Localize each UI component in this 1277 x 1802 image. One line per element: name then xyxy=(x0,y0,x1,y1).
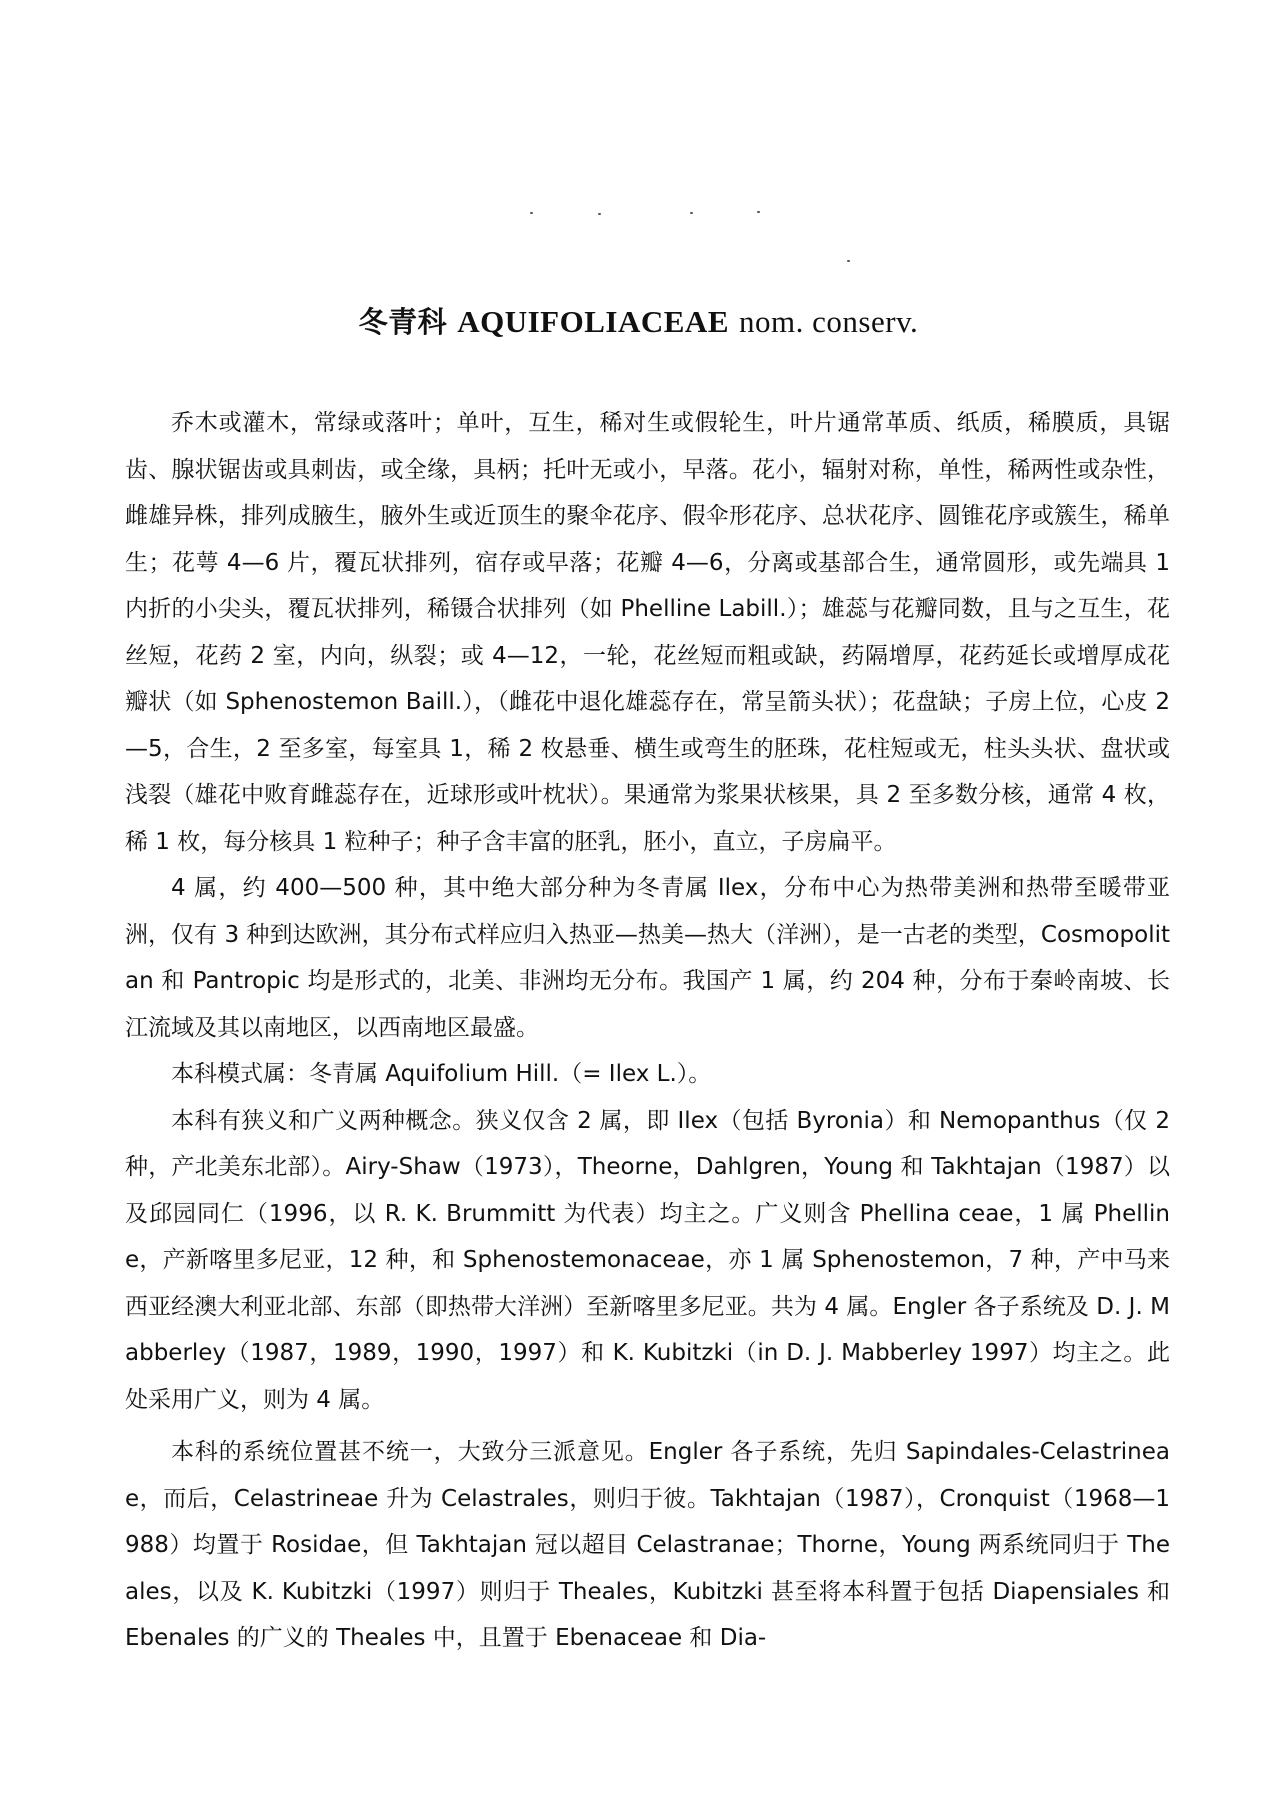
paragraph-distribution: 4 属，约 400—500 种，其中绝大部分种为冬青属 Ilex，分布中心为热带美洲和热带至暖带亚洲，仅有 3 种到达欧洲，其分布式样应归入热亚—热美—热大（洋洲），是一古老的类型，Cosmopolitan 和 Pantropic 均是形式的，北美、非洲均无分布。我国产 1 属，约 204 种，分布于秦岭南坡、长江流域及其以南地区，以西南地区最盛。 xyxy=(125,875,1170,1041)
scan-speck xyxy=(690,212,693,214)
body-text xyxy=(125,400,1170,1662)
scan-speck xyxy=(530,212,533,214)
paragraph-concepts: 本科有狭义和广义两种概念。狭义仅含 2 属，即 Ilex（包括 Byronia）和 Nemopanthus（仅 2 种，产北美东北部）。Airy-Shaw（1973），Theorne，Dahlgren，Young 和 Takhtajan（1987）以及邱园同仁（1996，以 R. K. Brummitt 为代表）均主之。广义则含 Phellina ceae，1 属 Phelline，产新喀里多尼亚，12 种，和 Sphenostemonaceae，亦 1 属 Sphenostemon，7 种，产中马来西亚经澳大利亚北部、东部（即热带大洋洲）至新喀里多尼亚。共为 4 属。Engler 各子系统及 D. J. Mabberley（1987，1989，1990，1997）和 K. Kubitzki（in D. J. Mabberley 1997）均主之。此处采用广义，则为 4 属。 xyxy=(125,1107,1170,1413)
scan-speck xyxy=(598,213,601,215)
scan-speck xyxy=(757,211,760,213)
paragraph-systematic-position: 本科的系统位置甚不统一，大致分三派意见。Engler 各子系统，先归 Sapindales-Celastrineae，而后，Celastrineae 升为 Celastrales，则归于彼。Takhtajan（1987），Cronquist（1968—1988）均置于 Rosidae，但 Takhtajan 冠以超目 Celastranae；Thorne，Young 两系统同归于 Theales，以及 K. Kubitzki（1997）则归于 Theales，Kubitzki 甚至将本科置于包括 Diapensiales 和 Ebenales 的广义的 Theales 中，且置于 Ebenaceae 和 Dia- xyxy=(125,1439,1170,1651)
title-suffix: nom. conserv. xyxy=(739,304,919,339)
title-latin: AQUIFOLIACEAE xyxy=(457,304,729,339)
scan-speck xyxy=(847,260,850,262)
paragraph-description: 乔木或灌木，常绿或落叶；单叶，互生，稀对生或假轮生，叶片通常革质、纸质，稀膜质，具锯齿、腺状锯齿或具刺齿，或全缘，具柄；托叶无或小，早落。花小，辐射对称，单性，稀两性或杂性，雌雄异株，排列成腋生，腋外生或近顶生的聚伞花序、假伞形花序、总状花序、圆锥花序或簇生，稀单生；花萼 4—6 片，覆瓦状排列，宿存或早落；花瓣 4—6，分离或基部合生，通常圆形，或先端具 1 内折的小尖头，覆瓦状排列，稀镊合状排列（如 Phelline Labill.）；雄蕊与花瓣同数，且与之互生，花丝短，花药 2 室，内向，纵裂；或 4—12，一轮，花丝短而粗或缺，药隔增厚，花药延长或增厚成花瓣状（如 Sphenostemon Baill.），（雌花中退化雄蕊存在，常呈箭头状）；花盘缺；子房上位，心皮 2—5，合生，2 至多室，每室具 1，稀 2 枚悬垂、横生或弯生的胚珠，花柱短或无，柱头头状、盘状或浅裂（雄花中败育雌蕊存在，近球形或叶枕状）。果通常为浆果状核果，具 2 至多数分核，通常 4 枚，稀 1 枚，每分核具 1 粒种子；种子含丰富的胚乳，胚小，直立，子房扁平。 xyxy=(125,410,1170,855)
page-title xyxy=(0,300,1277,341)
paragraph-type-genus: 本科模式属：冬青属 Aquifolium Hill.（= Ilex L.）。 xyxy=(171,1061,712,1087)
title-chinese: 冬青科 xyxy=(358,305,448,339)
